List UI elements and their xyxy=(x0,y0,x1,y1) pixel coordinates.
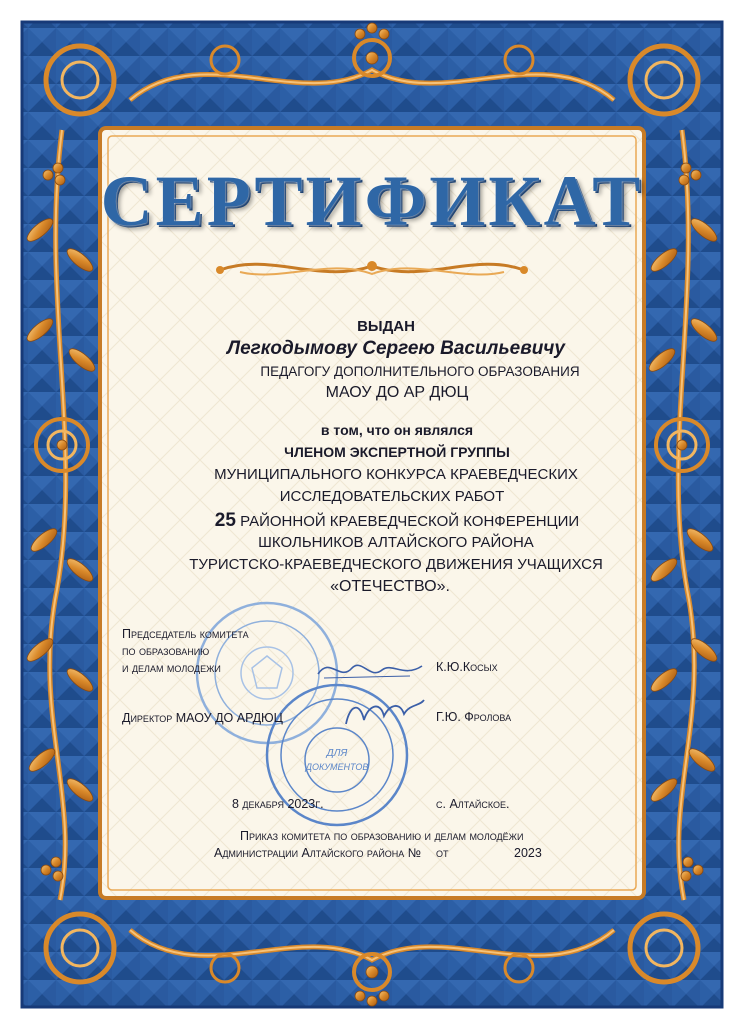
issue-place: с. Алтайское. xyxy=(436,797,510,811)
chair-title-line-2: по образованию xyxy=(122,644,210,658)
chair-title-line-1: Председатель комитета xyxy=(122,627,249,641)
chair-title-line-3: и делам молодежи xyxy=(122,661,221,675)
description-line-2: ИССЛЕДОВАТЕЛЬСКИХ РАБОТ xyxy=(279,488,505,505)
svg-text:ДОКУМЕНТОВ: ДОКУМЕНТОВ xyxy=(305,762,369,772)
description-line-6: «ОТЕЧЕСТВО». xyxy=(330,578,450,595)
role-text: ЧЛЕНОМ ЭКСПЕРТНОЙ ГРУППЫ xyxy=(284,444,510,460)
recipient-position: ПЕДАГОГУ ДОПОЛНИТЕЛЬНОГО ОБРАЗОВАНИЯ xyxy=(260,364,580,379)
title-flourish-ornament xyxy=(210,248,534,288)
chair-signature xyxy=(310,650,430,690)
issued-label: ВЫДАН xyxy=(357,318,415,335)
description-line-4: ШКОЛЬНИКОВ АЛТАЙСКОГО РАЙОНА xyxy=(258,534,534,551)
order-line-2-from: от xyxy=(436,846,449,860)
recipient-org: МАОУ ДО АР ДЮЦ xyxy=(325,384,469,401)
order-line-1: Приказ комитета по образованию и делам молодёжи xyxy=(240,829,524,843)
issue-date: 8 декабря 2023г. xyxy=(232,797,324,811)
svg-text:ДЛЯ: ДЛЯ xyxy=(326,748,348,759)
that-text: в том, что он являлся xyxy=(320,422,474,438)
conference-number: 25 xyxy=(214,510,236,531)
recipient-name: Легкодымову Сергею Васильевичу xyxy=(227,338,565,359)
chair-name: К.Ю.Косых xyxy=(436,660,498,674)
description-line-3 xyxy=(0,510,744,532)
description-line-1: МУНИЦИПАЛЬНОГО КОНКУРСА КРАЕВЕДЧЕСКИХ xyxy=(214,466,578,483)
order-line-2-year: 2023 xyxy=(514,846,542,860)
certificate-title: СЕРТИФИКАТ xyxy=(100,161,644,241)
order-line-2-prefix: Администрации Алтайского района № xyxy=(214,846,422,860)
description-line-5: ТУРИСТСКО-КРАЕВЕДЧЕСКОГО ДВИЖЕНИЯ УЧАЩИХСЯ xyxy=(189,556,603,573)
director-signature xyxy=(340,694,430,734)
description-line-3-text: РАЙОННОЙ КРАЕВЕДЧЕСКОЙ КОНФЕРЕНЦИИ xyxy=(235,513,580,530)
director-name: Г.Ю. Фролова xyxy=(436,710,512,724)
director-title: Директор МАОУ ДО АРДЮЦ xyxy=(122,711,283,725)
